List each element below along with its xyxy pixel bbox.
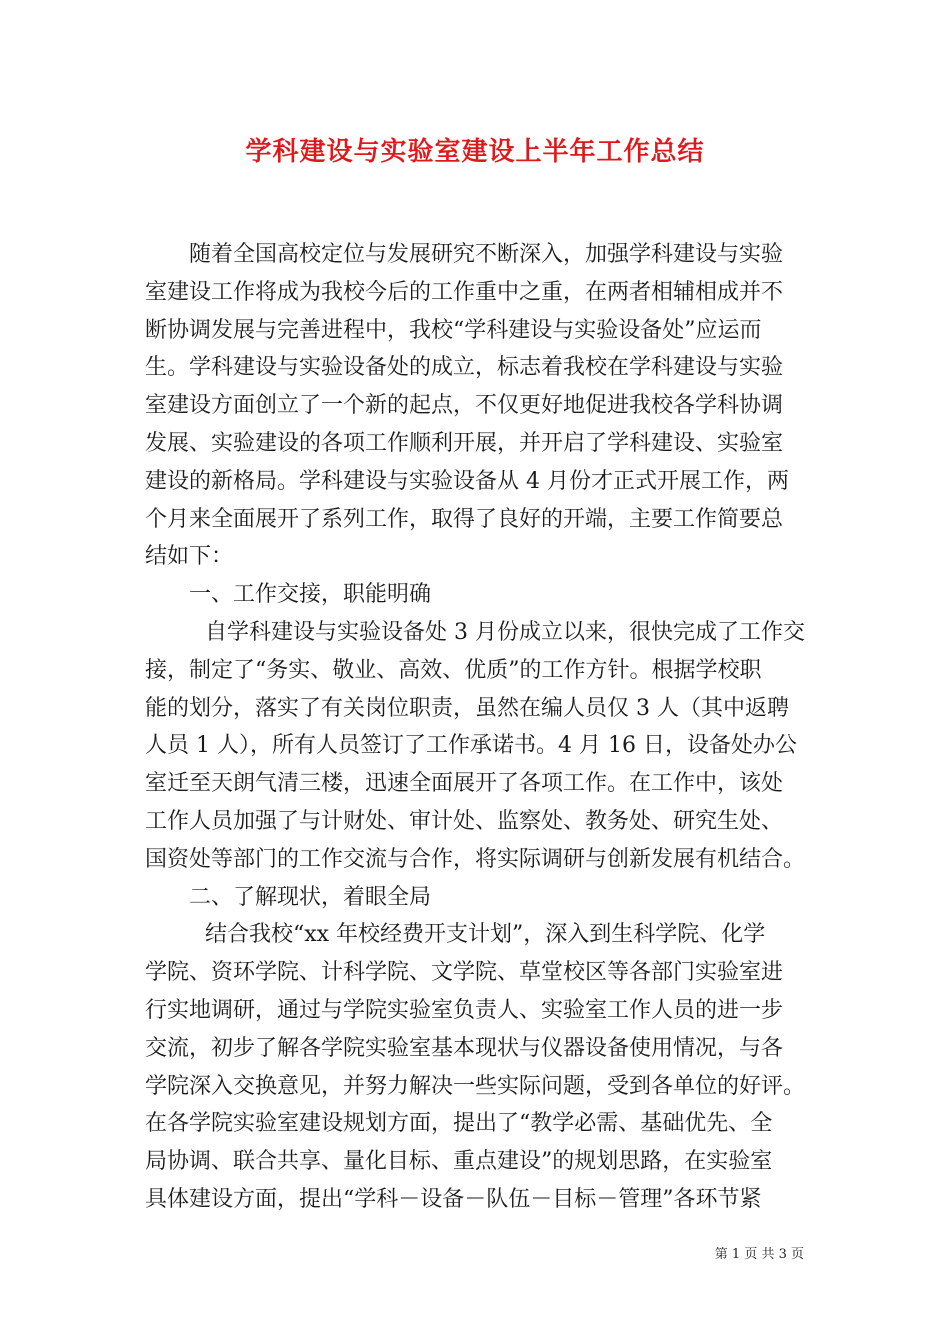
text-line: 建设的新格局。学科建设与实验设备从 4 月份才正式开展工作，两 <box>145 468 789 494</box>
text-line: 能的划分，落实了有关岗位职责，虽然在编人员仅 3 人（其中返聘 <box>145 695 789 721</box>
text-line: 工作人员加强了与计财处、审计处、监察处、教务处、研究生处、 <box>145 808 784 834</box>
text-line: 行实地调研，通过与学院实验室负责人、实验室工作人员的进一步 <box>145 997 784 1023</box>
text-line: 自学科建设与实验设备处 3 月份成立以来，很快完成了工作交 <box>205 619 805 645</box>
text-line: 发展、实验建设的各项工作顺利开展，并开启了学科建设、实验室 <box>145 430 784 456</box>
text-line: 国资处等部门的工作交流与合作，将实际调研与创新发展有机结合。 <box>145 846 806 872</box>
text-line: 交流，初步了解各学院实验室基本现状与仪器设备使用情况，与各 <box>145 1035 784 1061</box>
text-line: 室建设方面创立了一个新的起点，不仅更好地促进我校各学科协调 <box>145 393 784 419</box>
text-line: 生。学科建设与实验设备处的成立，标志着我校在学科建设与实验 <box>145 355 784 381</box>
text-line: 局协调、联合共享、量化目标、重点建设”的规划思路，在实验室 <box>145 1149 773 1175</box>
text-line: 具体建设方面，提出“学科－设备－队伍－目标－管理”各环节紧 <box>145 1186 762 1212</box>
text-line: 结如下： <box>145 544 234 570</box>
text-line: 随着全国高校定位与发展研究不断深入，加强学科建设与实验 <box>189 242 784 267</box>
text-line: 断协调发展与完善进程中，我校“学科建设与实验设备处”应运而 <box>145 317 762 343</box>
section-heading: 二、了解现状，着眼全局 <box>189 884 432 910</box>
body-text <box>145 236 825 1219</box>
text-line: 学院、资环学院、计科学院、文学院、草堂校区等各部门实验室进 <box>145 960 784 986</box>
text-line: 室建设工作将成为我校今后的工作重中之重，在两者相辅相成并不 <box>145 279 784 305</box>
text-line: 结合我校“xx 年校经费开支计划”，深入到生科学院、化学 <box>205 922 766 948</box>
text-line: 接，制定了“务实、敬业、高效、优质”的工作方针。根据学校职 <box>145 657 762 683</box>
text-line: 学院深入交换意见，并努力解决一些实际问题，受到各单位的好评。 <box>145 1073 806 1099</box>
section-heading: 一、工作交接，职能明确 <box>189 582 432 608</box>
text-line: 室迁至天朗气清三楼，迅速全面展开了各项工作。在工作中，该处 <box>145 771 784 797</box>
text-line: 个月来全面展开了系列工作，取得了良好的开端，主要工作简要总 <box>145 506 784 532</box>
document-title: 学科建设与实验室建设上半年工作总结 <box>245 137 705 167</box>
page-number: 第 1 页 共 3 页 <box>714 1247 804 1262</box>
text-line: 在各学院实验室建设规划方面，提出了“教学必需、基础优先、全 <box>145 1111 773 1137</box>
text-line: 人员 1 人），所有人员签订了工作承诺书。4 月 16 日，设备处办公 <box>145 733 797 759</box>
